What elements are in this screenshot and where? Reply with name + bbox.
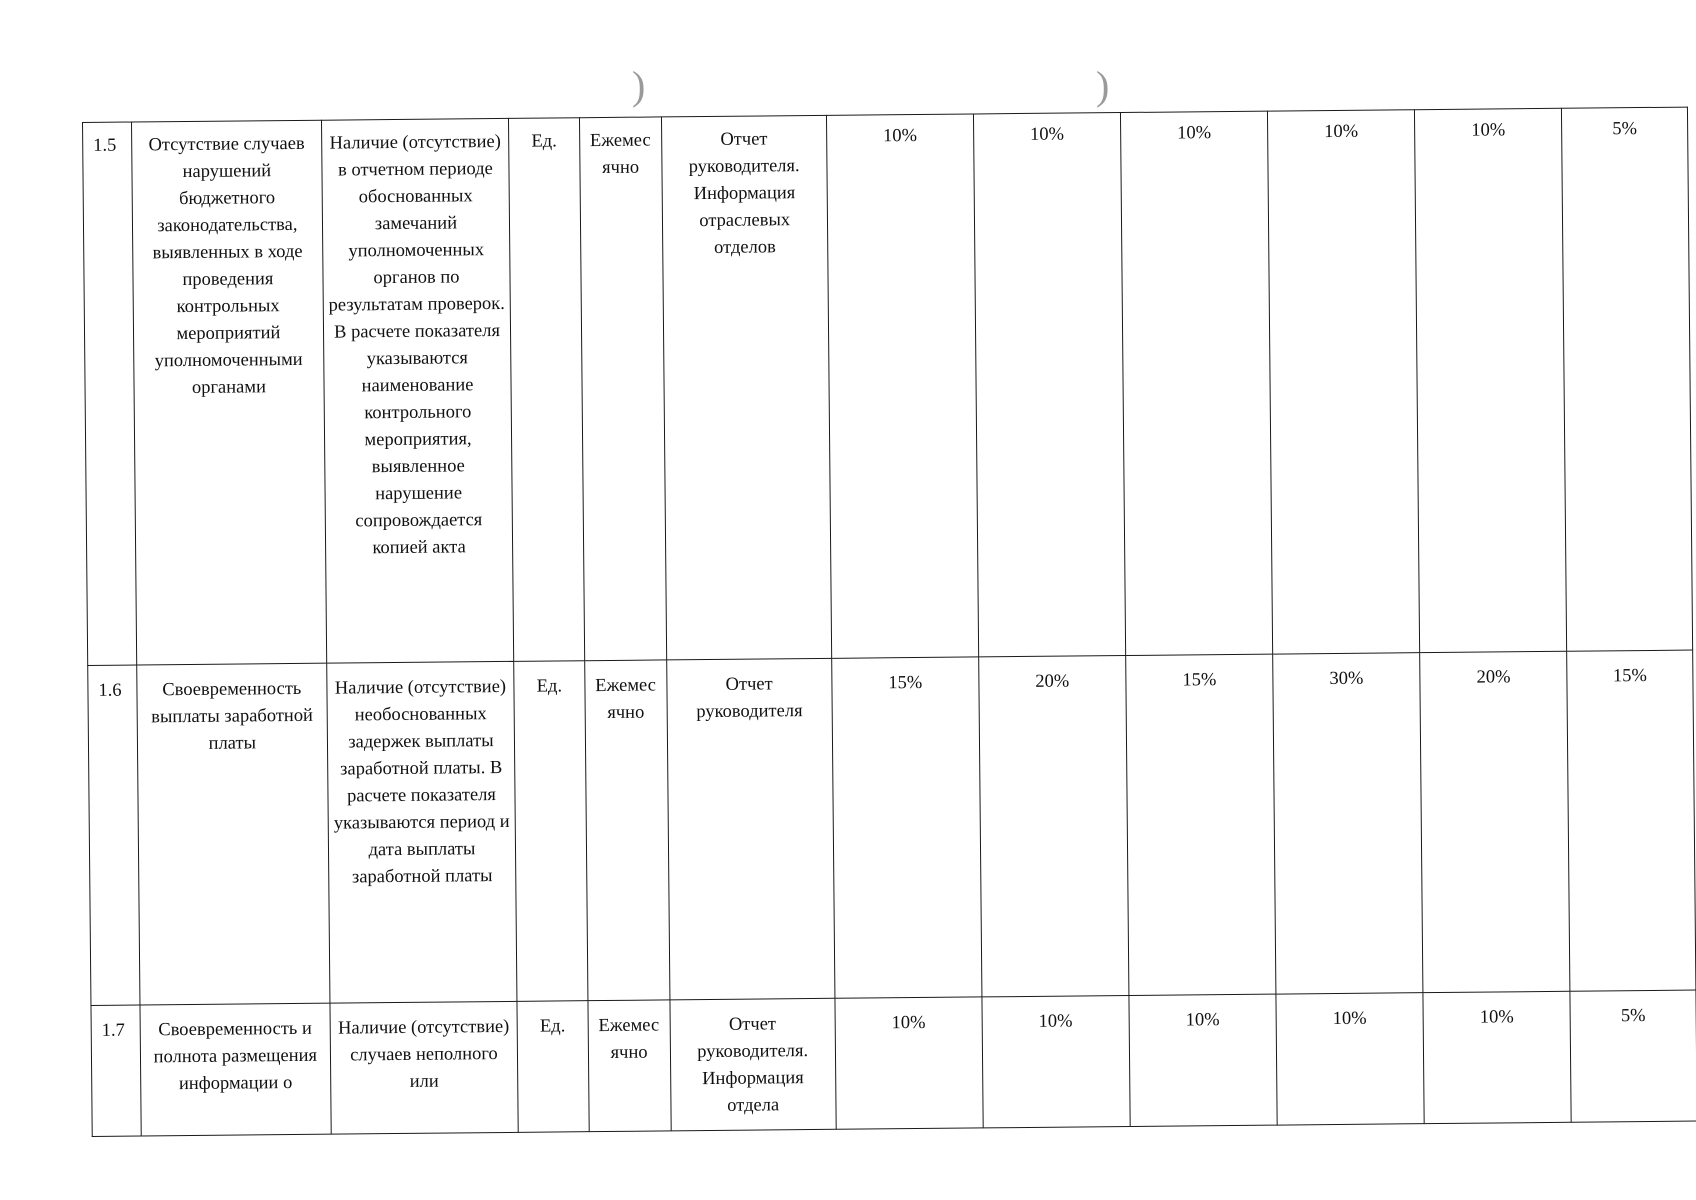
value-cell: 10% bbox=[1120, 111, 1272, 655]
row-number: 1.5 bbox=[83, 122, 137, 665]
unit-cell: Ед. bbox=[514, 661, 588, 1002]
value-cell: 10% bbox=[1267, 110, 1419, 654]
unit-cell: Ед. bbox=[509, 118, 585, 662]
frequency-cell: Ежемес ячно bbox=[588, 1000, 671, 1132]
value-cell: 10% bbox=[826, 114, 978, 658]
source-cell: Отчет руководителя bbox=[666, 658, 834, 1000]
indicator-name: Отсутствие случаев нарушений бюджетного законодательства, выявленных в ходе проведения контрольных мероприятий уполномоченными органами bbox=[132, 120, 327, 665]
indicator-name: Своевременность выплаты заработной платы bbox=[137, 663, 330, 1005]
indicator-name: Своевременность и полнота размещения информации о bbox=[140, 1003, 331, 1136]
unit-cell: Ед. bbox=[517, 1001, 589, 1133]
frequency-cell: Ежемес ячно bbox=[579, 117, 666, 661]
frequency-cell: Ежемес ячно bbox=[584, 660, 669, 1001]
table-row bbox=[83, 107, 1693, 665]
value-cell: 10% bbox=[1276, 993, 1424, 1125]
value-cell: 10% bbox=[1415, 108, 1567, 652]
criterion-description: Наличие (отсутствие) в отчетном периоде обоснованных замечаний уполномоченных органов по результатам проверок. В расчете показателя указываются наименование контрольного мероприятия, выявленное нарушение сопровождается копией акта bbox=[321, 118, 514, 663]
value-cell: 20% bbox=[979, 656, 1129, 997]
value-cell: 10% bbox=[982, 995, 1130, 1127]
value-cell: 15% bbox=[1126, 654, 1276, 995]
table-row bbox=[91, 990, 1696, 1136]
indicators-table-wrapper bbox=[82, 107, 1696, 1137]
row-number: 1.6 bbox=[88, 665, 140, 1005]
value-cell: 15% bbox=[832, 657, 982, 998]
value-cell: 5% bbox=[1562, 107, 1693, 651]
value-cell: 15% bbox=[1567, 650, 1696, 991]
binder-hole-mark: ) bbox=[1096, 63, 1110, 108]
table-row bbox=[88, 650, 1696, 1005]
indicators-table bbox=[82, 107, 1696, 1137]
criterion-description: Наличие (отсутствие) случаев неполного или bbox=[330, 1001, 519, 1134]
value-cell: 10% bbox=[1423, 991, 1571, 1123]
value-cell: 5% bbox=[1570, 990, 1696, 1122]
row-number: 1.7 bbox=[91, 1005, 141, 1136]
criterion-description: Наличие (отсутствие) необоснованных задержек выплаты заработной платы. В расчете показателя указываются период и дата выплаты заработной платы bbox=[326, 661, 517, 1003]
value-cell: 10% bbox=[973, 113, 1125, 657]
source-cell: Отчет руководителя. Информация отраслевых отделов bbox=[661, 115, 831, 660]
value-cell: 10% bbox=[835, 997, 983, 1129]
value-cell: 30% bbox=[1273, 653, 1423, 994]
value-cell: 20% bbox=[1420, 651, 1570, 992]
binder-hole-mark: ) bbox=[632, 63, 646, 108]
source-cell: Отчет руководителя. Информация отдела bbox=[670, 998, 836, 1131]
value-cell: 10% bbox=[1129, 994, 1277, 1126]
